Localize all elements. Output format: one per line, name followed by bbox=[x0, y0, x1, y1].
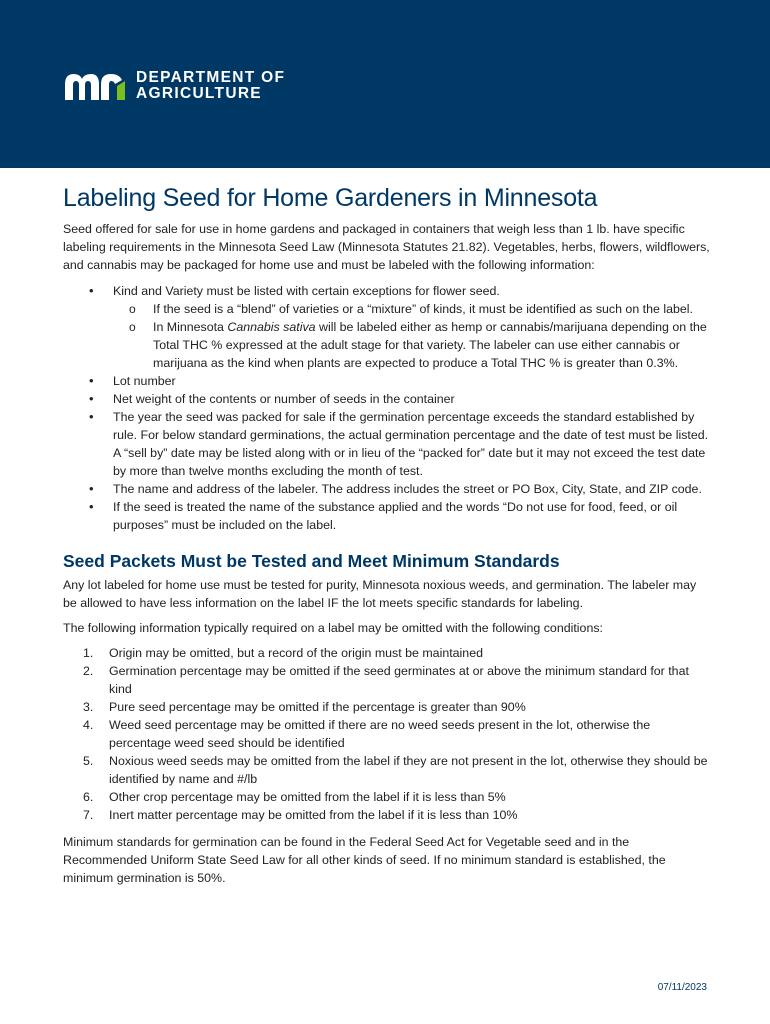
label-requirements-list bbox=[89, 282, 713, 534]
list-item: • Net weight of the contents or number of seeds in the container bbox=[89, 390, 713, 408]
mda-logo[interactable] bbox=[63, 70, 285, 102]
testing-paragraph: Any lot labeled for home use must be tested for purity, Minnesota noxious weeds, and germination. The labeler may be allowed to have less information on the label IF the lot meets specific standards for labeling. bbox=[63, 578, 697, 610]
sub-list-item bbox=[129, 318, 713, 372]
list-item bbox=[83, 788, 713, 806]
logo-line2: AGRICULTURE bbox=[136, 85, 262, 102]
list-item bbox=[83, 698, 713, 716]
list-number: 3. bbox=[83, 700, 94, 714]
list-item-text: Pure seed percentage may be omitted if the percentage is greater than 90% bbox=[109, 700, 526, 714]
list-number: 4. bbox=[83, 718, 94, 732]
list-item: • The year the seed was packed for sale if the germination percentage exceeds the standard established by rule. For below standard germinations, the actual germination percentage and the date of test must be listed. A “sell by” date may be listed along with or in lieu of the “packed for” date but it may not exceed the test date by more than twelve months excluding the month of test. bbox=[89, 408, 713, 480]
document-body bbox=[63, 182, 713, 887]
section-heading: Seed Packets Must be Tested and Meet Minimum Standards bbox=[63, 551, 560, 571]
document-date: 07/11/2023 bbox=[657, 982, 707, 993]
list-item: • Lot number bbox=[89, 372, 713, 390]
intro-paragraph: Seed offered for sale for use in home gardens and packaged in containers that weigh less than 1 lb. have specific labeling requirements in the Minnesota Seed Law (Minnesota Statutes 21.82). Vegetables, herbs, flowers, wildflowers, and cannabis may be packaged for home use and must be labeled with the following information: bbox=[63, 222, 710, 272]
list-number: 2. bbox=[83, 664, 94, 678]
list-number: 1. bbox=[83, 646, 94, 660]
list-item bbox=[83, 644, 713, 662]
conditions-intro: The following information typically required on a label may be omitted with the following conditions: bbox=[63, 621, 603, 635]
mn-logo-icon bbox=[63, 70, 128, 102]
list-item bbox=[83, 662, 713, 698]
list-item bbox=[83, 716, 713, 752]
list-item-text: Other crop percentage may be omitted from the label if it is less than 5% bbox=[109, 790, 506, 804]
logo-line1: DEPARTMENT OF bbox=[136, 69, 286, 86]
sub-list-item bbox=[129, 300, 713, 318]
list-item-text: Germination percentage may be omitted if the seed germinates at or above the minimum standard for that kind bbox=[109, 664, 689, 696]
list-item bbox=[89, 282, 713, 372]
species-name: Cannabis sativa bbox=[227, 320, 316, 334]
page-header bbox=[0, 0, 770, 168]
sub-text-post: will be labeled either as hemp or cannabis/marijuana depending on the Total THC % expressed at the adult stage for that variety. The labeler can use either cannabis or marijuana as the kind when plants are expected to produce a Total THC % is greater than 0.3%. bbox=[153, 320, 707, 370]
list-number: 7. bbox=[83, 808, 94, 822]
list-item-text: Weed seed percentage may be omitted if there are no weed seeds present in the lot, otherwise the percentage weed seed should be identified bbox=[109, 718, 651, 750]
sub-list bbox=[129, 300, 713, 372]
conditions-list bbox=[83, 644, 713, 824]
list-item-text: Kind and Variety must be listed with certain exceptions for flower seed. bbox=[113, 284, 500, 298]
page-title: Labeling Seed for Home Gardeners in Minnesota bbox=[63, 184, 598, 212]
list-item-text: Inert matter percentage may be omitted from the label if it is less than 10% bbox=[109, 808, 518, 822]
list-number: 5. bbox=[83, 754, 94, 768]
list-item-text: Noxious weed seeds may be omitted from the label if they are not present in the lot, otherwise they should be identified by name and #/lb bbox=[109, 754, 708, 786]
list-item: • The name and address of the labeler. The address includes the street or PO Box, City, State, and ZIP code. bbox=[89, 480, 713, 498]
sub-list-item-text: If the seed is a “blend” of varieties or a “mixture” of kinds, it must be identified as such on the label. bbox=[153, 302, 693, 316]
germination-standards-paragraph: Minimum standards for germination can be found in the Federal Seed Act for Vegetable seed and in the Recommended Uniform State Seed Law for all other kinds of seed. If no minimum standard is established, the minimum germination is 50%. bbox=[63, 835, 666, 885]
list-item: • If the seed is treated the name of the substance applied and the words “Do not use for food, feed, or oil purposes” must be included on the label. bbox=[89, 498, 713, 534]
list-item bbox=[83, 806, 713, 824]
list-number: 6. bbox=[83, 790, 94, 804]
logo-text bbox=[136, 70, 285, 102]
list-item bbox=[83, 752, 713, 788]
sub-text-pre: In Minnesota bbox=[153, 320, 228, 334]
list-item-text: Origin may be omitted, but a record of the origin must be maintained bbox=[109, 646, 483, 660]
